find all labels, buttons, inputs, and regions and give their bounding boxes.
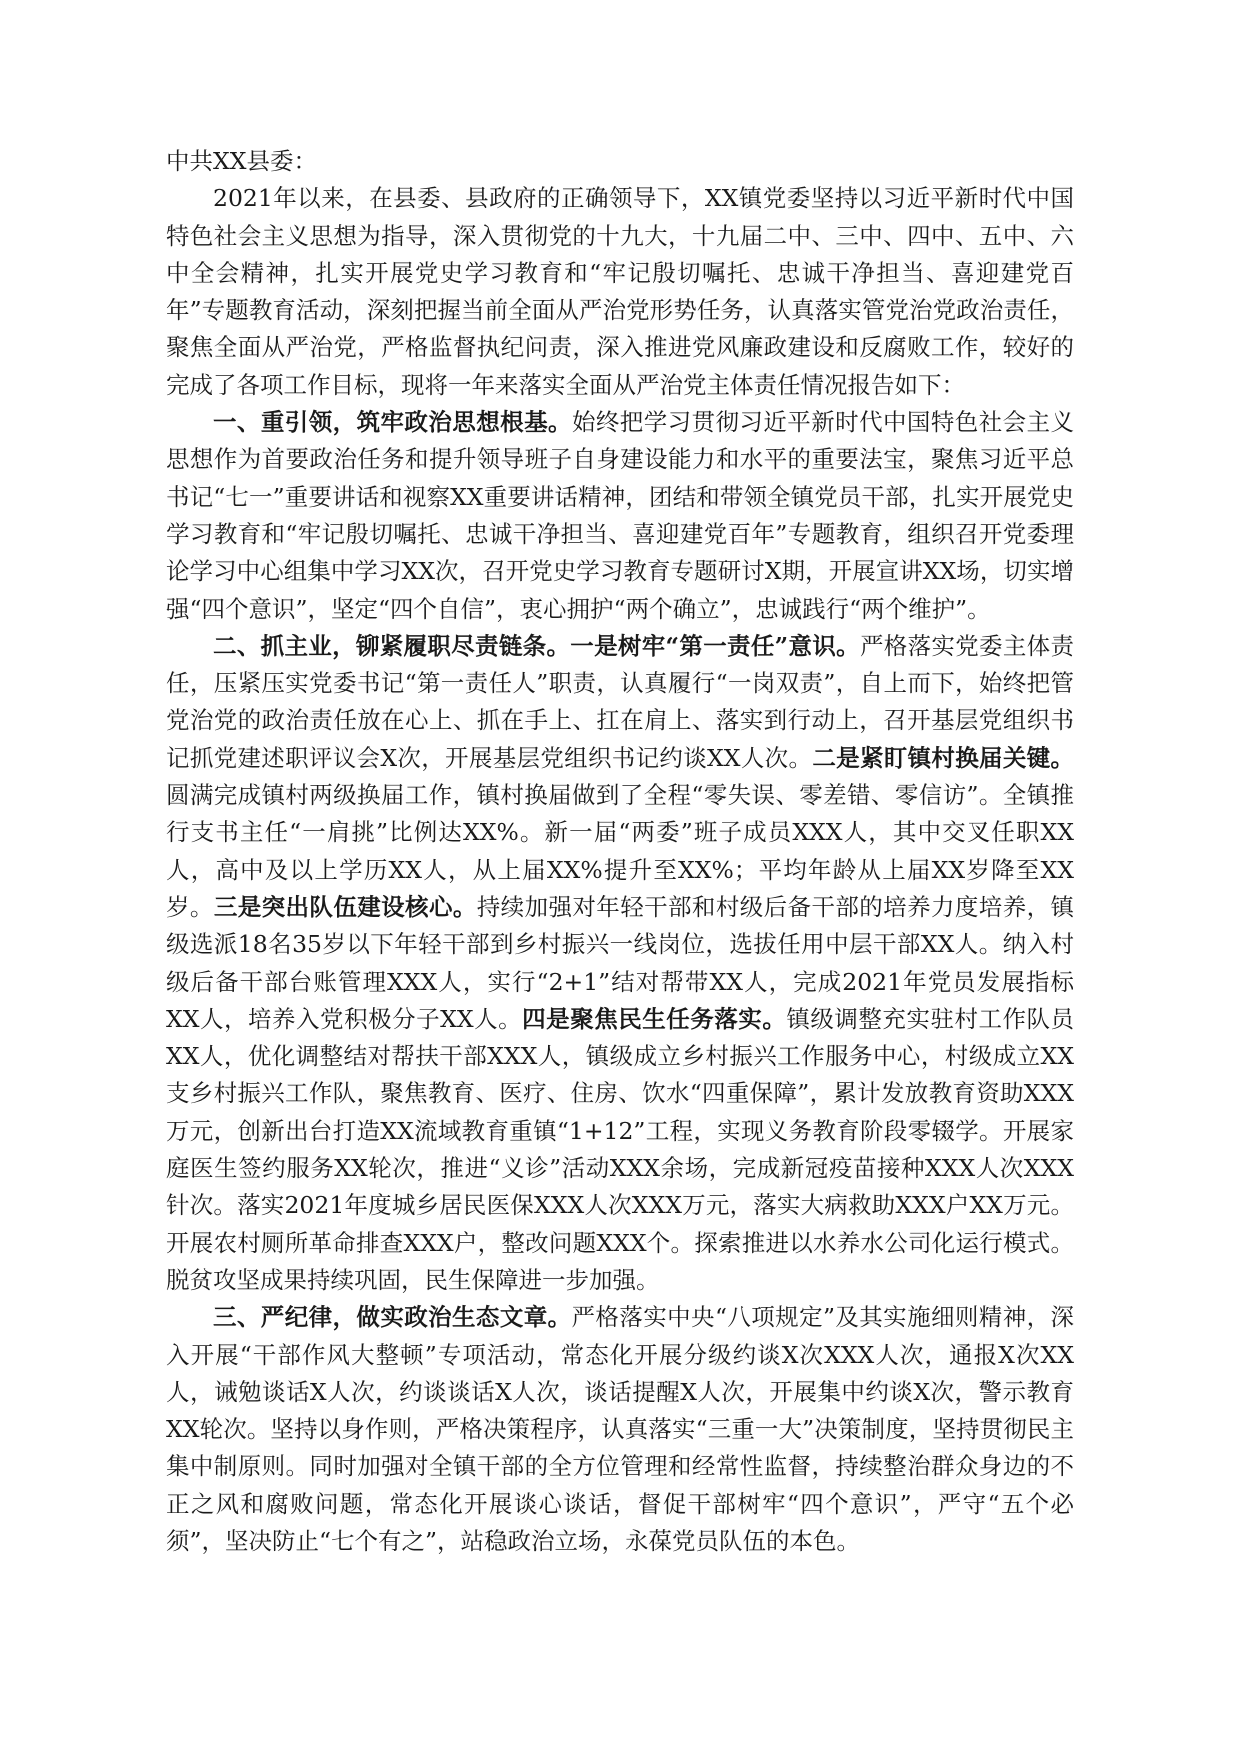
section-2-sub1-body: 严格落实党委主体责任，压紧压实党委书记“第一责任人”职责，认真履行“一岗双责”，自上而下，始终把管党治党的政治责任放在心上、抓在手上、扛在肩上、落实到行动上，召开基层党组织书记抓党建述职评议会X次，开展基层党组织书记约谈XX人次。 <box>166 631 1074 772</box>
section-1-body: 始终把学习贯彻习近平新时代中国特色社会主义思想作为首要政治任务和提升领导班子自身建设能力和水平的重要法宝，聚焦习近平总书记“七一”重要讲话和视察XX重要讲话精神，团结和带领全镇党员干部，扎实开展党史学习教育和“牢记殷切嘱托、忠诚干净担当、喜迎建党百年”专题教育，组织召开党委理论学习中心组集中学习XX次，召开党史学习教育专题研讨X期，开展宣讲XX场，切实增强“四个意识”，坚定“四个自信”，衷心拥护“两个确立”，忠诚践行“两个维护”。 <box>166 408 1075 623</box>
section-2-sub3-body: 持续加强对年轻干部和村级后备干部的培养力度培养，镇级选派18名35岁以下年轻干部到乡村振兴一线岗位，选拔任用中层干部XX人。纳入村级后备干部台账管理XXX人，实行“2+1”结对帮带XX人，完成2021年党员发展指标XX人，培养入党积极分子XX人。 <box>166 892 1075 1033</box>
section-2-sub2-title: 二是紧盯镇村换届关键。 <box>812 743 1075 772</box>
salutation: 中共XX县委： <box>166 147 317 175</box>
section-1-heading: 一、重引领，筑牢政治思想根基。 <box>213 408 572 437</box>
section-3-paragraph <box>166 1299 1074 1560</box>
section-3-body: 严格落实中央“八项规定”及其实施细则精神，深入开展“干部作风大整顿”专项活动，常态化开展分级约谈X次XXX人次，通报X次XX人，诫勉谈话X人次，约谈谈话X人次，谈话提醒X人次，开展集中约谈X次，警示教育XX轮次。坚持以身作则，严格决策程序，认真落实“三重一大”决策制度，坚持贯彻民主集中制原则。同时加强对全镇干部的全方位管理和经常性监督，持续整治群众身边的不正之风和腐败问题，常态化开展谈心谈话，督促干部树牢“四个意识”，严守“五个必须”，坚决防止“七个有之”，站稳政治立场，永葆党员队伍的本色。 <box>166 1303 1074 1555</box>
section-2-paragraph <box>166 628 1074 1299</box>
section-3-heading: 三、严纪律，做实政治生态文章。 <box>213 1303 572 1332</box>
document-page <box>166 143 1074 1560</box>
section-2-sub3-title: 三是突出队伍建设核心。 <box>213 892 477 921</box>
intro-paragraph: 2021年以来，在县委、县政府的正确领导下，XX镇党委坚持以习近平新时代中国特色社会主义思想为指导，深入贯彻党的十九大，十九届二中、三中、四中、五中、六中全会精神，扎实开展党史学习教育和“牢记殷切嘱托、忠诚干净担当、喜迎建党百年”专题教育活动，深刻把握当前全面从严治党形势任务，认真落实管党治党政治责任，聚焦全面从严治党，严格监督执纪问责，深入推进党风廉政建设和反腐败工作，较好的完成了各项工作目标，现将一年来落实全面从严治党主体责任情况报告如下： <box>166 184 1074 399</box>
section-2-heading: 二、抓主业，铆紧履职尽责链条。 <box>213 631 571 660</box>
section-2-sub2-body: 圆满完成镇村两级换届工作，镇村换届做到了全程“零失误、零差错、零信访”。全镇推行支书主任“一肩挑”比例达XX%。新一届“两委”班子成员XXX人，其中交叉任职XX人，高中及以上学历XX人，从上届XX%提升至XX%；平均年龄从上届XX岁降至XX岁。 <box>166 781 1074 921</box>
section-2-sub4-body: 镇级调整充实驻村工作队员XX人，优化调整结对帮扶干部XXX人，镇级成立乡村振兴工作服务中心，村级成立XX支乡村振兴工作队，聚焦教育、医疗、住房、饮水“四重保障”，累计发放教育资助XXX万元，创新出台打造XX流域教育重镇“1+12”工程，实现义务教育阶段零辍学。开展家庭医生签约服务XX轮次，推进“义诊”活动XXX余场，完成新冠疫苗接种XXX人次XXX针次。落实2021年度城乡居民医保XXX人次XXX万元，落实大病救助XXX户XX万元。开展农村厕所革命排查XXX户，整改问题XXX个。探索推进以水养水公司化运行模式。脱贫攻坚成果持续巩固，民生保障进一步加强。 <box>166 1004 1075 1294</box>
section-2-sub1-title: 一是树牢“第一责任”意识。 <box>570 631 860 660</box>
section-2-sub4-title: 四是聚焦民生任务落实。 <box>522 1004 787 1033</box>
section-1-paragraph <box>166 404 1074 628</box>
